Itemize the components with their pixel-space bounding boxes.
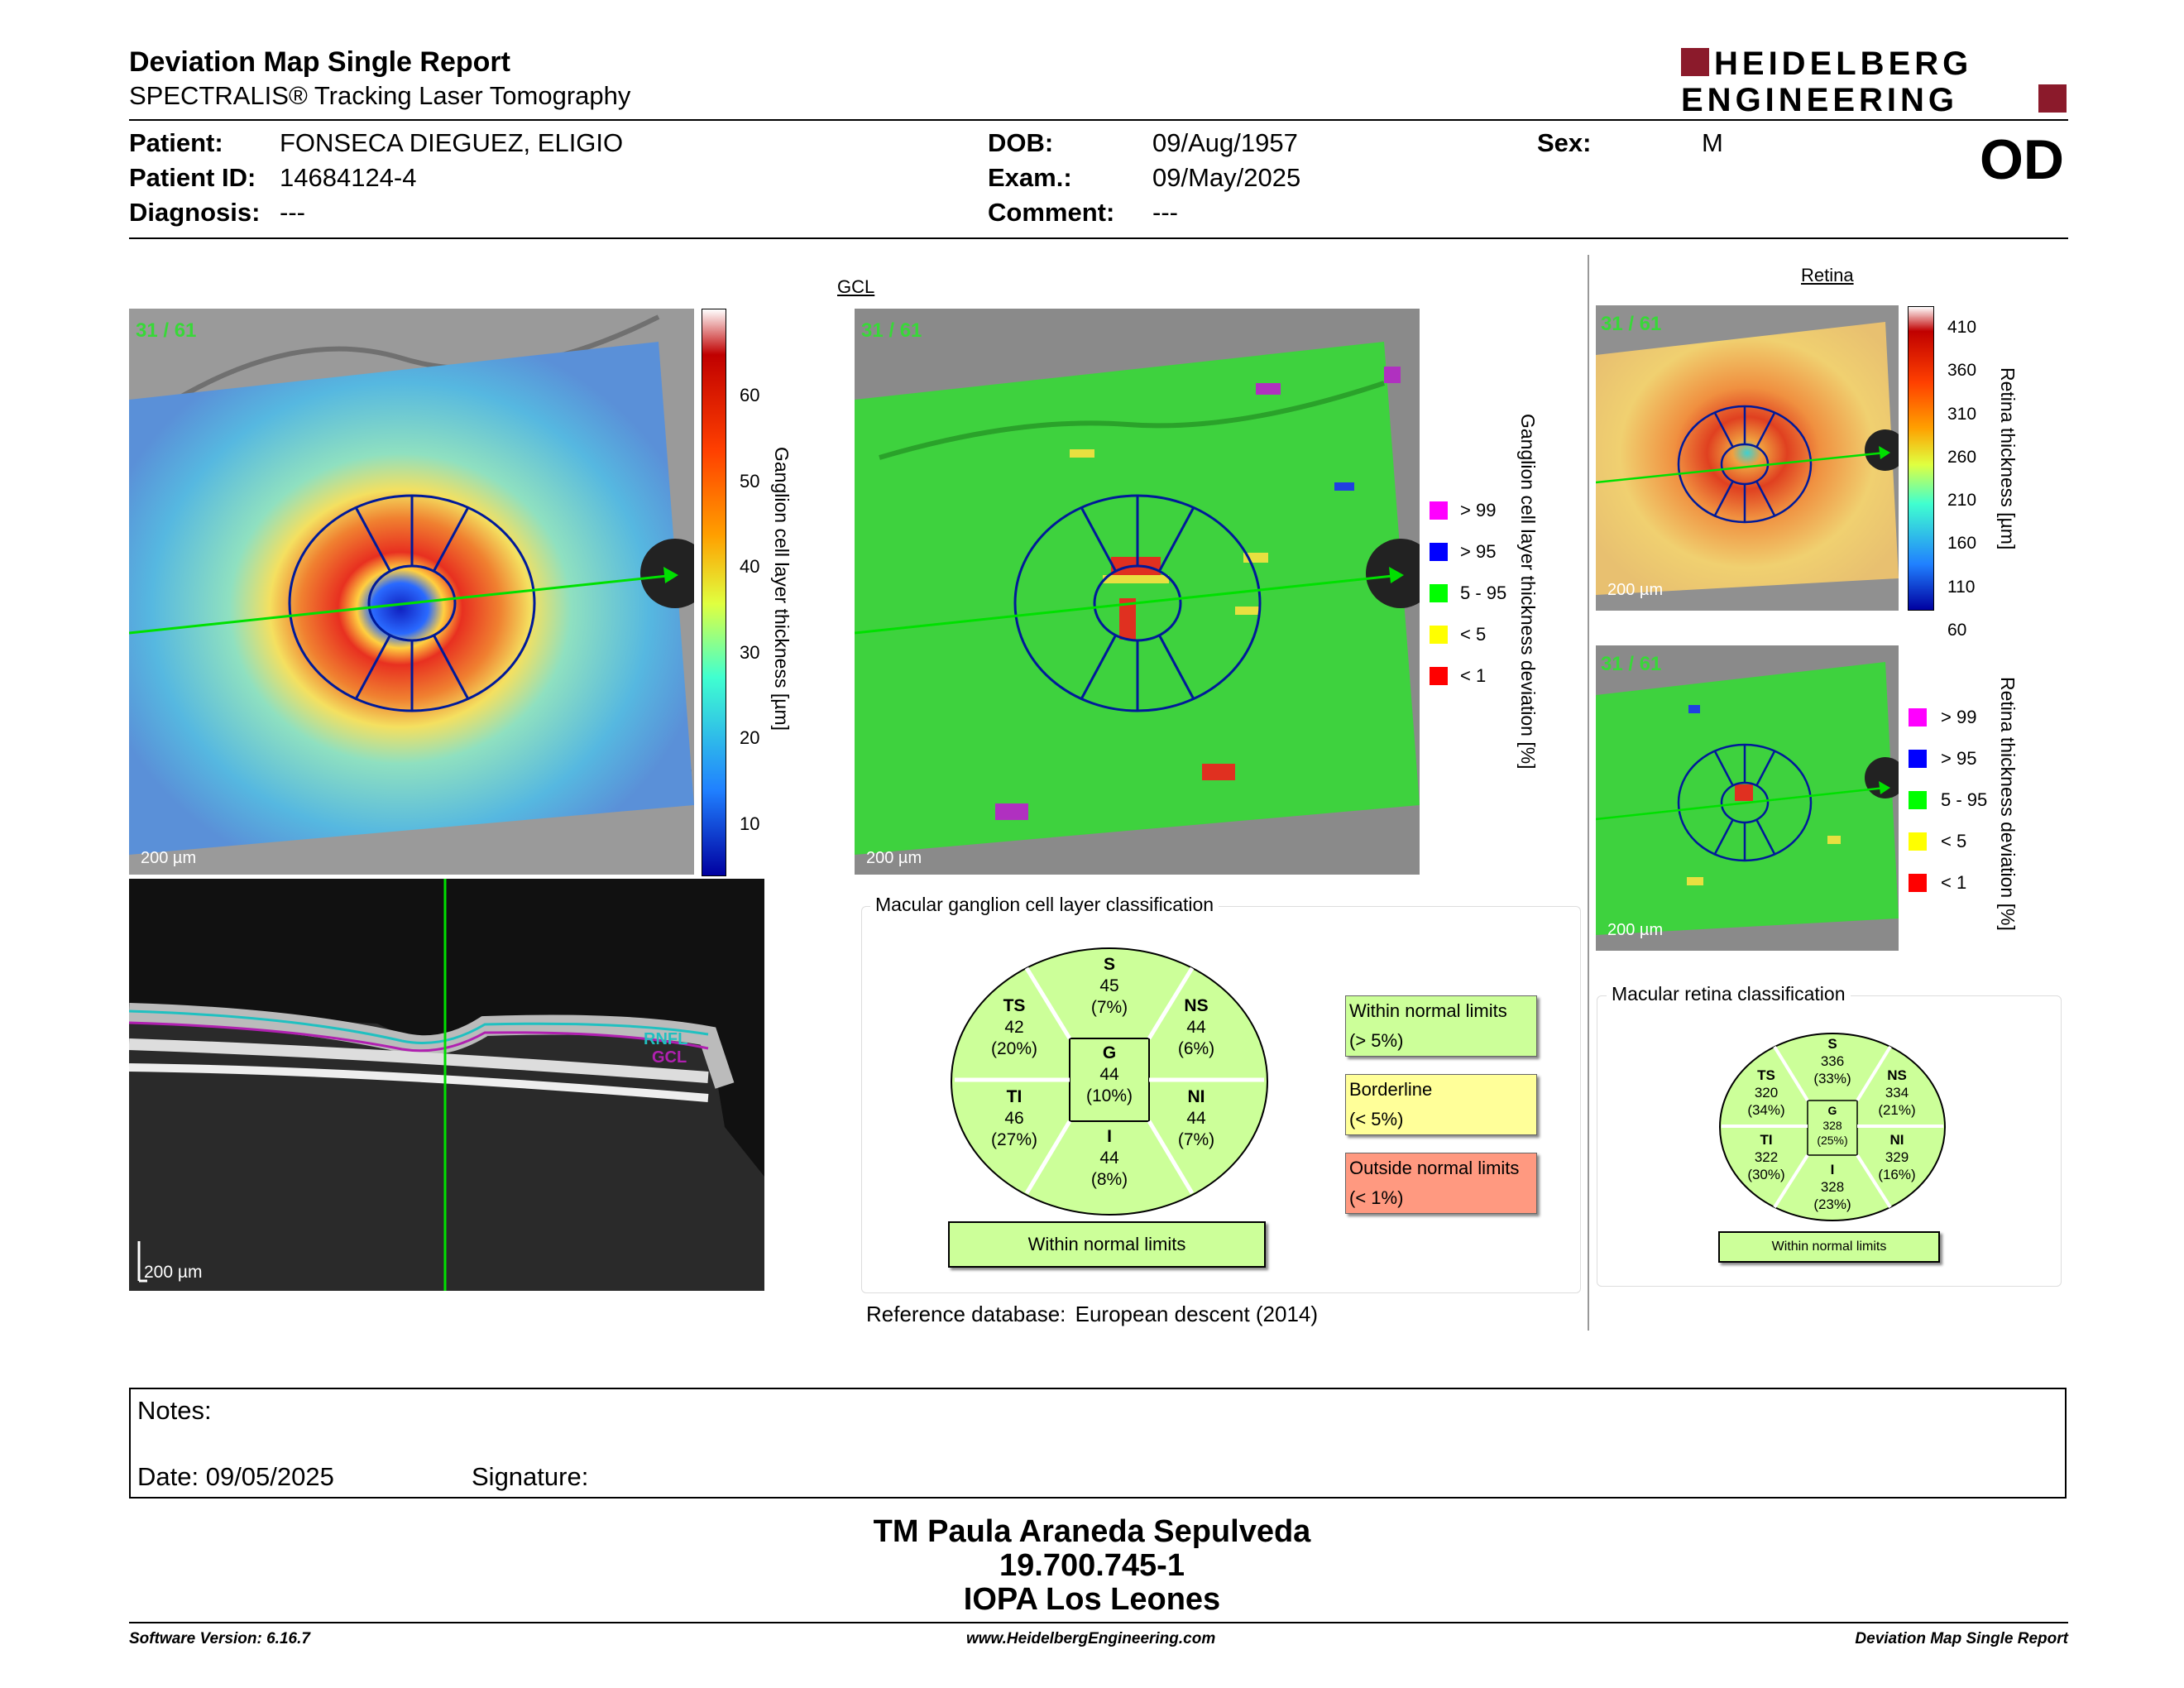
legend-swatch-gt99	[1430, 501, 1448, 520]
svg-text:31 / 61: 31 / 61	[1601, 313, 1662, 335]
retina-legend-swatch-5-95	[1909, 791, 1927, 809]
retina-thickness-ticks: 410 360 310 260 210 160 110 60	[1947, 318, 1977, 640]
svg-text:(16%): (16%)	[1878, 1167, 1916, 1182]
retina-legend-label-lt5: < 5	[1941, 831, 1967, 851]
retina-legend-swatch-lt5	[1909, 832, 1927, 851]
gcl-deviation-map	[855, 309, 1420, 875]
legend-label-gt95: > 95	[1460, 541, 1497, 562]
legend-label-lt5: < 5	[1460, 624, 1487, 645]
svg-text:(10%): (10%)	[1085, 1086, 1133, 1105]
signatory-institution: IOPA Los Leones	[963, 1582, 1221, 1617]
svg-text:I: I	[1830, 1162, 1835, 1177]
svg-text:(30%): (30%)	[1747, 1167, 1785, 1182]
svg-text:(34%): (34%)	[1747, 1102, 1785, 1118]
svg-text:45: 45	[1099, 976, 1119, 995]
svg-text:(23%): (23%)	[1813, 1196, 1851, 1212]
category-outside-normal: Outside normal limits (< 1%)	[1345, 1153, 1537, 1214]
svg-text:(33%): (33%)	[1813, 1071, 1851, 1086]
gcl-thickness-axis-label: Ganglion cell layer thickness [µm]	[771, 447, 793, 731]
svg-text:44: 44	[1186, 1109, 1206, 1128]
section-divider	[1588, 255, 1589, 1331]
reference-database: Reference database: European descent (2014)	[866, 1302, 1319, 1326]
svg-text:TI: TI	[1760, 1132, 1773, 1148]
svg-text:NI: NI	[1889, 1132, 1904, 1148]
svg-text:329: 329	[1885, 1149, 1909, 1165]
retina-classification-title: Macular retina classification	[1607, 983, 1851, 1005]
retina-deviation-map	[1596, 645, 1899, 951]
gcl-thickness-map	[129, 309, 694, 875]
retina-thickness-colorbar	[1908, 306, 1934, 611]
svg-text:(21%): (21%)	[1878, 1102, 1916, 1118]
patient-id-label: Patient ID:	[129, 163, 256, 192]
signatory-id: 19.700.745-1	[999, 1548, 1185, 1583]
svg-text:200 µm: 200 µm	[141, 849, 197, 867]
heidelberg-logo	[1681, 46, 2068, 116]
svg-text:200 µm: 200 µm	[144, 1263, 203, 1282]
svg-text:(6%): (6%)	[1177, 1039, 1215, 1058]
svg-text:(8%): (8%)	[1090, 1170, 1128, 1189]
gcl-section-title: GCL	[837, 276, 875, 297]
signature-label: Signature:	[472, 1462, 589, 1491]
legend-label-gt99: > 99	[1460, 500, 1497, 520]
gcl-deviation-axis-label: Ganglion cell layer thickness deviation [%]	[1517, 414, 1539, 770]
svg-text:G: G	[1827, 1104, 1837, 1117]
footer-report-name: Deviation Map Single Report	[1855, 1630, 2068, 1647]
svg-text:I: I	[1107, 1127, 1112, 1146]
patient-label: Patient:	[129, 128, 223, 157]
svg-text:NI: NI	[1187, 1087, 1205, 1106]
notes-box[interactable]	[129, 1388, 2067, 1499]
website-link[interactable]: www.HeidelbergEngineering.com	[966, 1630, 1216, 1647]
oct-bscan	[129, 879, 764, 1291]
svg-text:NS: NS	[1887, 1067, 1907, 1083]
retina-legend-swatch-lt1	[1909, 874, 1927, 892]
svg-text:31 / 61: 31 / 61	[1601, 653, 1662, 675]
report-title: Deviation Map Single Report	[129, 46, 510, 78]
comment-value: ---	[1152, 198, 1178, 227]
patient-id: 14684124-4	[280, 163, 417, 192]
svg-text:ENGINEERING: ENGINEERING	[1681, 82, 1959, 116]
svg-text:322: 322	[1754, 1149, 1779, 1165]
notes-label: Notes:	[137, 1396, 212, 1425]
diagnosis-value: ---	[280, 198, 305, 227]
sex-value: M	[1702, 128, 1723, 157]
svg-text:(27%): (27%)	[990, 1130, 1038, 1149]
date-label: Date: 09/05/2025	[137, 1462, 334, 1491]
svg-text:TS: TS	[1757, 1067, 1775, 1083]
svg-text:(7%): (7%)	[1090, 998, 1128, 1017]
dob-label: DOB:	[988, 128, 1054, 157]
svg-text:RNFL: RNFL	[644, 1030, 688, 1048]
patient-name: FONSECA DIEGUEZ, ELIGIO	[280, 128, 624, 157]
svg-text:44: 44	[1186, 1018, 1206, 1037]
retina-legend-swatch-gt99	[1909, 708, 1927, 727]
retina-deviation-axis-label: Retina thickness deviation [%]	[1997, 677, 2019, 931]
gcl-thickness-ticks: 60 50 40 30 20 10	[740, 385, 760, 834]
svg-text:G: G	[1102, 1043, 1117, 1062]
svg-text:328: 328	[1820, 1179, 1845, 1195]
retina-legend-swatch-gt95	[1909, 750, 1927, 768]
svg-text:200 µm: 200 µm	[1607, 921, 1664, 939]
retina-legend-label-lt1: < 1	[1941, 872, 1967, 893]
signatory-name: TM Paula Araneda Sepulveda	[873, 1514, 1311, 1549]
retina-classification-result: Within normal limits	[1718, 1231, 1940, 1263]
retina-thickness-map	[1596, 305, 1899, 611]
svg-text:328: 328	[1822, 1119, 1842, 1132]
eye-laterality: OD	[1980, 128, 2064, 191]
gcl-sector-chart	[948, 945, 1271, 1218]
retina-legend-label-5-95: 5 - 95	[1941, 789, 1988, 810]
sex-label: Sex:	[1537, 128, 1592, 157]
svg-text:31 / 61: 31 / 61	[136, 319, 197, 342]
retina-sector-chart	[1717, 1030, 1948, 1225]
svg-text:TS: TS	[1003, 996, 1026, 1015]
svg-text:(7%): (7%)	[1177, 1130, 1215, 1149]
svg-text:334: 334	[1885, 1085, 1909, 1101]
retina-thickness-axis-label: Retina thickness [µm]	[1997, 367, 2019, 550]
svg-text:TI: TI	[1006, 1087, 1023, 1106]
svg-text:44: 44	[1099, 1065, 1119, 1084]
comment-label: Comment:	[988, 198, 1115, 227]
category-within-normal: Within normal limits (> 5%)	[1345, 995, 1537, 1057]
retina-legend-label-gt99: > 99	[1941, 707, 1977, 727]
retina-section-title: Retina	[1801, 265, 1854, 285]
svg-text:HEIDELBERG: HEIDELBERG	[1714, 46, 1973, 82]
legend-swatch-5-95	[1430, 584, 1448, 602]
svg-text:200 µm: 200 µm	[866, 849, 922, 867]
svg-text:320: 320	[1754, 1085, 1779, 1101]
svg-text:31 / 61: 31 / 61	[861, 319, 922, 342]
svg-text:42: 42	[1004, 1018, 1024, 1037]
legend-label-lt1: < 1	[1460, 665, 1487, 686]
software-version: Software Version: 6.16.7	[129, 1630, 310, 1647]
exam-label: Exam.:	[988, 163, 1072, 192]
report-subtitle: SPECTRALIS® Tracking Laser Tomography	[129, 81, 631, 110]
gcl-classification-result: Within normal limits	[948, 1221, 1266, 1268]
legend-swatch-lt5	[1430, 626, 1448, 644]
svg-text:S: S	[1827, 1036, 1837, 1052]
gcl-thickness-colorbar	[702, 309, 726, 876]
svg-text:200 µm: 200 µm	[1607, 581, 1664, 599]
legend-swatch-lt1	[1430, 667, 1448, 685]
svg-text:46: 46	[1004, 1109, 1024, 1128]
legend-label-5-95: 5 - 95	[1460, 583, 1507, 603]
category-borderline: Borderline (< 5%)	[1345, 1074, 1537, 1135]
dob-value: 09/Aug/1957	[1152, 128, 1298, 157]
gcl-classification-title: Macular ganglion cell layer classification	[870, 894, 1219, 916]
svg-text:336: 336	[1820, 1053, 1845, 1069]
svg-text:GCL: GCL	[652, 1048, 687, 1067]
svg-text:NS: NS	[1184, 996, 1209, 1015]
exam-value: 09/May/2025	[1152, 163, 1301, 192]
svg-text:(25%): (25%)	[1817, 1134, 1848, 1147]
svg-text:(20%): (20%)	[990, 1039, 1038, 1058]
diagnosis-label: Diagnosis:	[129, 198, 261, 227]
legend-swatch-gt95	[1430, 543, 1448, 561]
svg-text:44: 44	[1099, 1149, 1119, 1168]
retina-legend-label-gt95: > 95	[1941, 748, 1977, 769]
gcl-sector-s-name: S	[1103, 955, 1116, 974]
